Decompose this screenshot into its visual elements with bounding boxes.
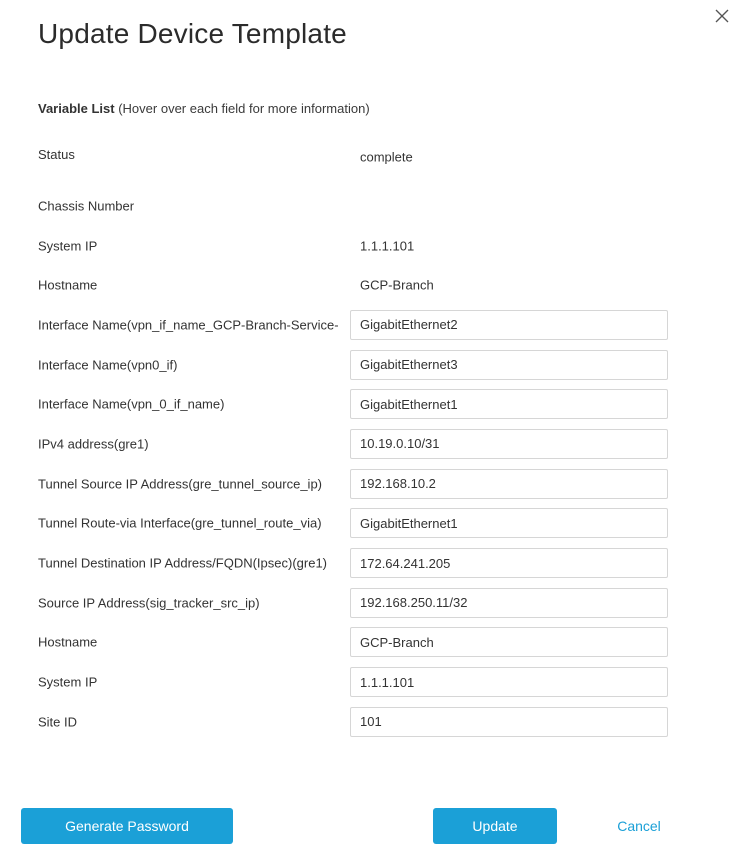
dialog-footer [0,808,752,844]
update-button[interactable]: Update [433,808,557,844]
field-label: IPv4 address(gre1) [38,436,149,452]
close-icon[interactable] [710,4,734,28]
field-label: Source IP Address(sig_tracker_src_ip) [38,595,260,611]
field-label: Site ID [38,714,78,730]
field-input[interactable] [350,627,668,657]
form-row [0,226,752,266]
form-row [0,186,752,226]
cancel-button[interactable]: Cancel [594,808,684,844]
form-row [0,305,752,345]
variable-list-label: Variable List [38,101,115,116]
generate-password-button[interactable]: Generate Password [21,808,233,844]
field-input[interactable] [350,350,668,380]
field-label: Interface Name(vpn_0_if_name) [38,396,225,412]
field-label: Hostname [38,634,98,650]
field-label: System IP [38,238,98,254]
field-value: complete [360,149,413,165]
form-row [0,265,752,305]
field-input[interactable] [350,548,668,578]
form-row [0,504,752,544]
form-row [0,543,752,583]
variable-form [0,128,752,742]
form-row [0,702,752,742]
form-row [0,623,752,663]
field-label: Hostname [38,277,98,293]
form-row [0,583,752,623]
field-input[interactable] [350,588,668,618]
field-input[interactable] [350,508,668,538]
form-row [0,424,752,464]
field-label: Chassis Number [38,198,135,214]
field-label: Tunnel Route-via Interface(gre_tunnel_route_via) [38,515,322,531]
form-row [0,662,752,702]
field-input[interactable] [350,310,668,340]
field-label: Status [38,147,75,162]
form-row [0,464,752,504]
field-input[interactable] [350,429,668,459]
field-value: 1.1.1.101 [360,238,415,254]
variable-list-header [38,101,370,116]
field-input[interactable] [350,469,668,499]
field-label: Interface Name(vpn0_if) [38,357,178,373]
form-row [0,128,752,186]
form-row [0,345,752,385]
field-input[interactable] [350,667,668,697]
field-label: System IP [38,674,98,690]
field-input[interactable] [350,707,668,737]
field-label: Tunnel Source IP Address(gre_tunnel_source_ip) [38,476,323,492]
form-row [0,384,752,424]
close-glyph [715,9,729,23]
field-label: Tunnel Destination IP Address/FQDN(Ipsec)(gre1) [38,555,328,571]
field-input[interactable] [350,389,668,419]
field-value: GCP-Branch [360,277,434,293]
page-title: Update Device Template [38,18,347,49]
variable-list-hint: (Hover over each field for more information) [118,101,370,116]
field-label: Interface Name(vpn_if_name_GCP-Branch-Service- [38,317,339,333]
